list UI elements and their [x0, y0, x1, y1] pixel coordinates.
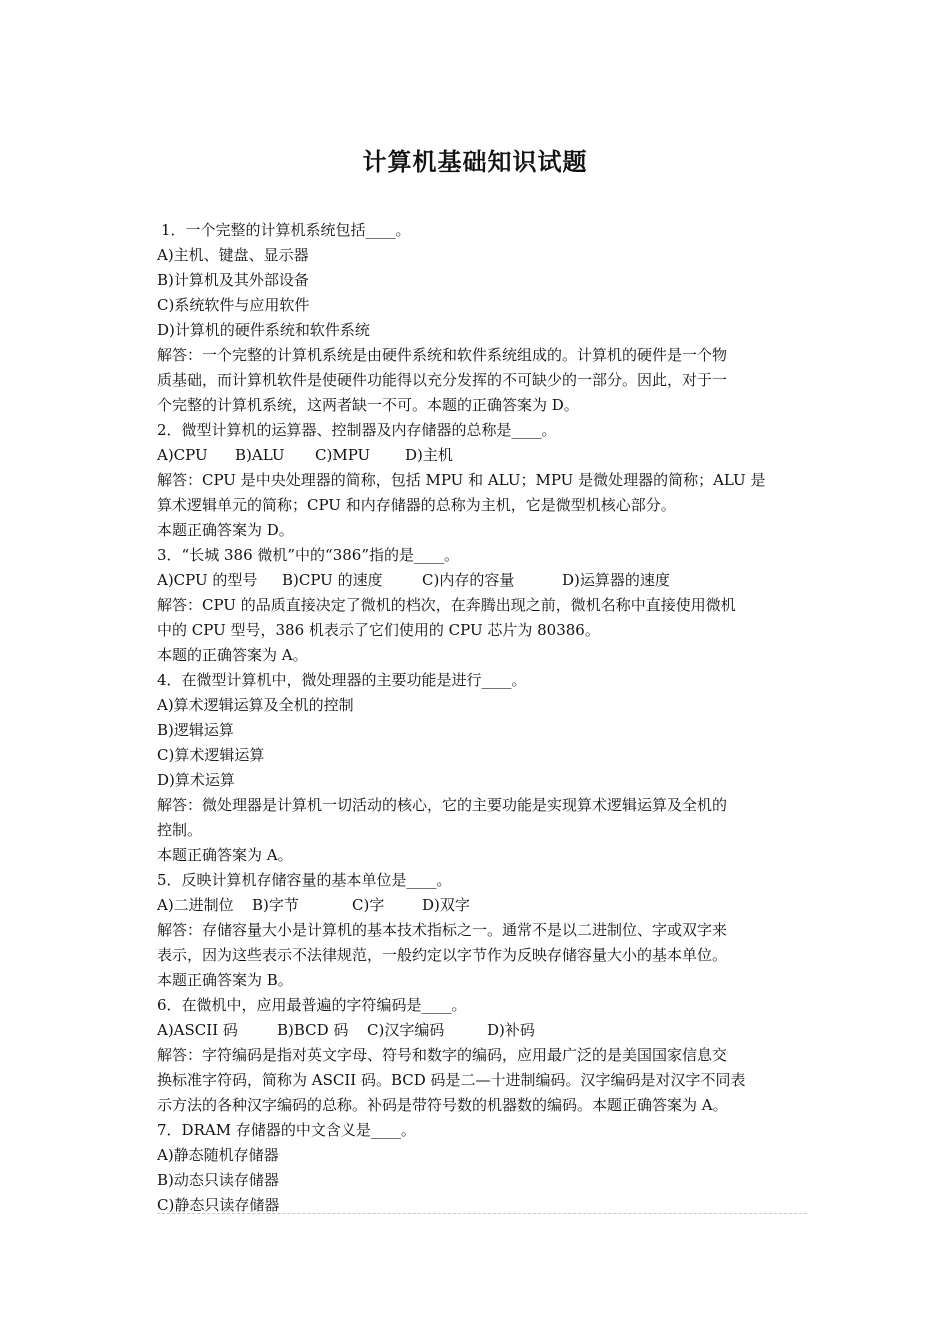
- options-row: [157, 568, 807, 593]
- text-line: 换标准字符码，简称为 ASCII 码。BCD 码是二—十进制编码。汉字编码是对汉字不同表: [157, 1071, 746, 1089]
- document-body: [157, 218, 807, 1218]
- option-item: A)二进制位: [157, 896, 234, 914]
- text-line: B)动态只读存储器: [157, 1171, 279, 1189]
- text-line: 解答：微处理器是计算机一切活动的核心，它的主要功能是实现算术逻辑运算及全机的: [157, 796, 728, 814]
- option-item: D)主机: [405, 446, 453, 464]
- text-line: 质基础，而计算机软件是使硬件功能得以充分发挥的不可缺少的一部分。因此，对于一: [157, 371, 728, 389]
- text-line: 3．“长城 386 微机”中的“386”指的是____。: [157, 546, 460, 564]
- text-line: 控制。: [157, 821, 203, 839]
- text-line: 本题正确答案为 D。: [157, 521, 294, 539]
- text-line: A)主机、键盘、显示器: [157, 246, 309, 264]
- option-item: B)字节: [252, 896, 299, 914]
- option-item: A)ASCII 码: [157, 1021, 238, 1039]
- text-line: A)算术逻辑运算及全机的控制: [157, 696, 354, 714]
- options-row: [157, 443, 807, 468]
- text-line: A)静态随机存储器: [157, 1146, 279, 1164]
- option-item: C)内存的容量: [422, 571, 515, 589]
- options-row: [157, 1018, 807, 1043]
- text-line: D)算术运算: [157, 771, 235, 789]
- option-item: A)CPU 的型号: [157, 571, 258, 589]
- text-line: 解答：CPU 是中央处理器的简称，包括 MPU 和 ALU；MPU 是微处理器的简称；ALU 是: [157, 471, 766, 489]
- text-line: 本题的正确答案为 A。: [157, 646, 308, 664]
- text-line: 5．反映计算机存储容量的基本单位是____。: [157, 871, 452, 889]
- text-line: 表示，因为这些表示不法律规范，一般约定以字节作为反映存储容量大小的基本单位。: [157, 946, 728, 964]
- option-item: B)ALU: [235, 446, 285, 464]
- text-line: 7．DRAM 存储器的中文含义是____。: [157, 1121, 416, 1139]
- options-row: [157, 893, 807, 918]
- text-line: 示方法的各种汉字编码的总称。补码是带符号数的机器数的编码。本题正确答案为 A。: [157, 1096, 728, 1114]
- option-item: D)补码: [487, 1021, 535, 1039]
- text-line: 个完整的计算机系统，这两者缺一不可。本题的正确答案为 D。: [157, 396, 579, 414]
- text-line: B)计算机及其外部设备: [157, 271, 309, 289]
- text-line: 本题正确答案为 A。: [157, 846, 293, 864]
- option-item: C)汉字编码: [367, 1021, 445, 1039]
- option-item: C)MPU: [315, 446, 371, 464]
- text-line: 解答：存储容量大小是计算机的基本技术指标之一。通常不是以二进制位、字或双字来: [157, 921, 728, 939]
- text-line: 4．在微型计算机中，微处理器的主要功能是进行____。: [157, 671, 527, 689]
- text-line: 解答：CPU 的品质直接决定了微机的档次，在奔腾出现之前，微机名称中直接使用微机: [157, 596, 736, 614]
- text-line: 2．微型计算机的运算器、控制器及内存储器的总称是____。: [157, 421, 557, 439]
- option-item: D)运算器的速度: [562, 571, 670, 589]
- text-line: 解答：一个完整的计算机系统是由硬件系统和软件系统组成的。计算机的硬件是一个物: [157, 346, 728, 364]
- text-line: C)算术逻辑运算: [157, 746, 265, 764]
- document-title: 计算机基础知识试题: [362, 147, 588, 176]
- text-line: 算术逻辑单元的简称；CPU 和内存储器的总称为主机，它是微型机核心部分。: [157, 496, 676, 514]
- option-item: C)字: [352, 896, 385, 914]
- text-line: C)静态只读存储器: [157, 1196, 280, 1214]
- option-item: B)CPU 的速度: [282, 571, 383, 589]
- page-break-line: [157, 1213, 807, 1214]
- text-line: 中的 CPU 型号，386 机表示了它们使用的 CPU 芯片为 80386。: [157, 621, 600, 639]
- text-line: 6．在微机中，应用最普遍的字符编码是____。: [157, 996, 467, 1014]
- text-line: 解答：字符编码是指对英文字母、符号和数字的编码，应用最广泛的是美国国家信息交: [157, 1046, 728, 1064]
- text-line: B)逻辑运算: [157, 721, 234, 739]
- text-line: D)计算机的硬件系统和软件系统: [157, 321, 370, 339]
- text-line: 1．一个完整的计算机系统包括____。: [161, 221, 411, 239]
- text-line: 本题正确答案为 B。: [157, 971, 293, 989]
- option-item: A)CPU: [157, 446, 208, 464]
- option-item: B)BCD 码: [277, 1021, 349, 1039]
- option-item: D)双字: [422, 896, 470, 914]
- text-line: C)系统软件与应用软件: [157, 296, 310, 314]
